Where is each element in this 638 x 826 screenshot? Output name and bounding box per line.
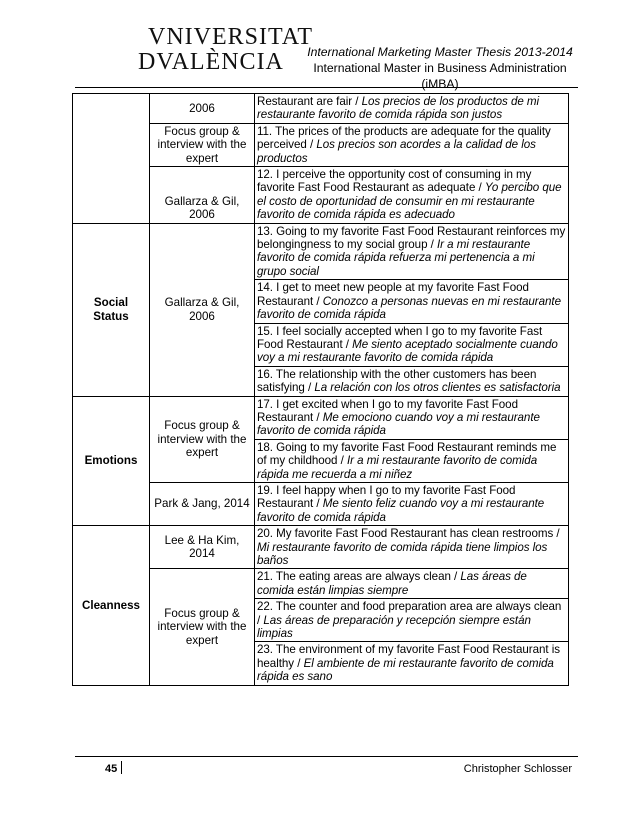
footer-divider bbox=[121, 761, 122, 774]
item-text-en: 16. The relationship with the other customers has been satisfying / bbox=[257, 367, 537, 395]
item-cell bbox=[255, 366, 569, 396]
item-cell bbox=[255, 280, 569, 323]
item-text-es: Los precios de los productos de mi restaurante favorito de comida rápida son justos bbox=[257, 95, 540, 122]
page-footer bbox=[0, 756, 638, 786]
item-text-en: 20. My favorite Fast Food Restaurant has clean restrooms / bbox=[257, 527, 560, 541]
program-title: International Master in Business Administration (iMBA) bbox=[313, 61, 567, 91]
item-text-en: 15. I feel socially accepted when I go to my favorite Fast Food Restaurant / bbox=[257, 324, 543, 351]
item-cell bbox=[255, 526, 569, 569]
item-text-es: Mi restaurante favorito de comida rápida tiene limpios los baños bbox=[257, 540, 548, 567]
table-row bbox=[73, 526, 569, 569]
item-text-es: Las áreas de preparación y recepción siempre están limpias bbox=[257, 613, 531, 641]
item-cell bbox=[255, 323, 569, 366]
item-cell bbox=[255, 123, 569, 166]
logo-line-1: VNIVERSITAT bbox=[148, 24, 314, 50]
item-text-es: Me emociono cuando voy a mi restaurante favorito de comida rápida bbox=[257, 410, 540, 438]
header-title bbox=[295, 44, 585, 92]
item-text-en: 12. I perceive the opportunity cost of consuming in my favorite Fast Food Restaurant as adequate / bbox=[257, 168, 532, 195]
item-text-es: Ir a mi restaurante favorito de comida rápida refuerza mi pertenencia a mi grupo social bbox=[257, 238, 535, 278]
source-cell: Focus group & interview with the expert bbox=[150, 569, 255, 685]
item-cell bbox=[255, 223, 569, 280]
source-cell: Lee & Ha Kim, 2014 bbox=[150, 526, 255, 569]
item-cell bbox=[255, 569, 569, 599]
item-text-en: 21. The eating areas are always clean / bbox=[257, 570, 461, 584]
author-name: Christopher Schlosser bbox=[463, 763, 572, 775]
university-logo bbox=[138, 24, 314, 75]
item-text-es: Las áreas de comida están limpias siempre bbox=[257, 570, 527, 597]
item-cell bbox=[255, 642, 569, 685]
logo-line-2: DVALÈNCIA bbox=[138, 49, 284, 75]
item-text-en: Restaurant are fair / bbox=[257, 95, 362, 108]
item-text-es: Ir a mi restaurante favorito de comida rápida me recuerda a mi niñez bbox=[257, 454, 538, 481]
table-row bbox=[73, 94, 569, 124]
page-header bbox=[0, 0, 638, 90]
source-cell: Focus group & interview with the expert bbox=[150, 396, 255, 482]
source-cell: 2006 bbox=[150, 94, 255, 124]
item-text-es: Los precios son acordes a la calidad de los productos bbox=[257, 138, 536, 165]
source-cell: Gallarza & Gil, 2006 bbox=[150, 223, 255, 396]
dimension-cell-empty bbox=[73, 94, 150, 224]
item-text-en: 17. I get excited when I go to my favorite Fast Food Restaurant / bbox=[257, 397, 518, 424]
table-row bbox=[73, 223, 569, 280]
source-cell: Park & Jang, 2014 bbox=[150, 482, 255, 525]
dimension-social-status: Social Status bbox=[73, 223, 150, 396]
item-text-en: 18. Going to my favorite Fast Food Restaurant reminds me of my childhood / bbox=[257, 440, 557, 468]
dimension-cleanness: Cleanness bbox=[73, 526, 150, 685]
item-text-es: El ambiente de mi restaurante favorito de comida rápida es sano bbox=[257, 656, 554, 684]
page-number: 45 bbox=[105, 763, 118, 775]
item-text-en: 13. Going to my favorite Fast Food Restaurant reinforces my belongingness to my social group / bbox=[257, 224, 566, 252]
source-cell: Gallarza & Gil, 2006 bbox=[150, 167, 255, 224]
item-text-en: 19. I feel happy when I go to my favorite Fast Food Restaurant / bbox=[257, 483, 516, 511]
item-text-en: 14. I get to meet new people at my favorite Fast Food Restaurant / bbox=[257, 281, 529, 308]
item-cell bbox=[255, 167, 569, 224]
item-text-es: La relación con los otros clientes es satisfactoria bbox=[314, 381, 561, 395]
item-cell bbox=[255, 396, 569, 439]
item-text-es: Me siento aceptado socialmente cuando voy a mi restaurante favorito de comida rápida bbox=[257, 337, 558, 365]
item-text-es: Conozco a personas nuevas en mi restaurante favorito de comida rápida bbox=[257, 294, 561, 322]
item-text-es: Yo percibo que el costo de oportunidad de consumir en mi restaurante favorito de comida rápida es adecuado bbox=[257, 181, 562, 222]
thesis-title: International Marketing Master Thesis 2013-2014 bbox=[307, 45, 573, 59]
header-rule bbox=[75, 87, 578, 88]
dimension-emotions: Emotions bbox=[73, 396, 150, 526]
item-text-en: 22. The counter and food preparation area are always clean / bbox=[257, 600, 562, 627]
table-row bbox=[73, 396, 569, 439]
item-cell bbox=[255, 599, 569, 642]
item-text-en: 11. The prices of the products are adequate for the quality perceived / bbox=[257, 124, 551, 152]
item-cell bbox=[255, 439, 569, 482]
item-text-en: 23. The environment of my favorite Fast Food Restaurant is healthy / bbox=[257, 643, 560, 670]
item-text-es: Me siento feliz cuando voy a mi restaurante favorito de comida rápida bbox=[257, 497, 545, 524]
item-cell bbox=[255, 482, 569, 525]
questionnaire-table bbox=[72, 93, 569, 686]
footer-rule bbox=[75, 756, 578, 757]
source-cell: Focus group & interview with the expert bbox=[150, 123, 255, 166]
item-cell bbox=[255, 94, 569, 124]
